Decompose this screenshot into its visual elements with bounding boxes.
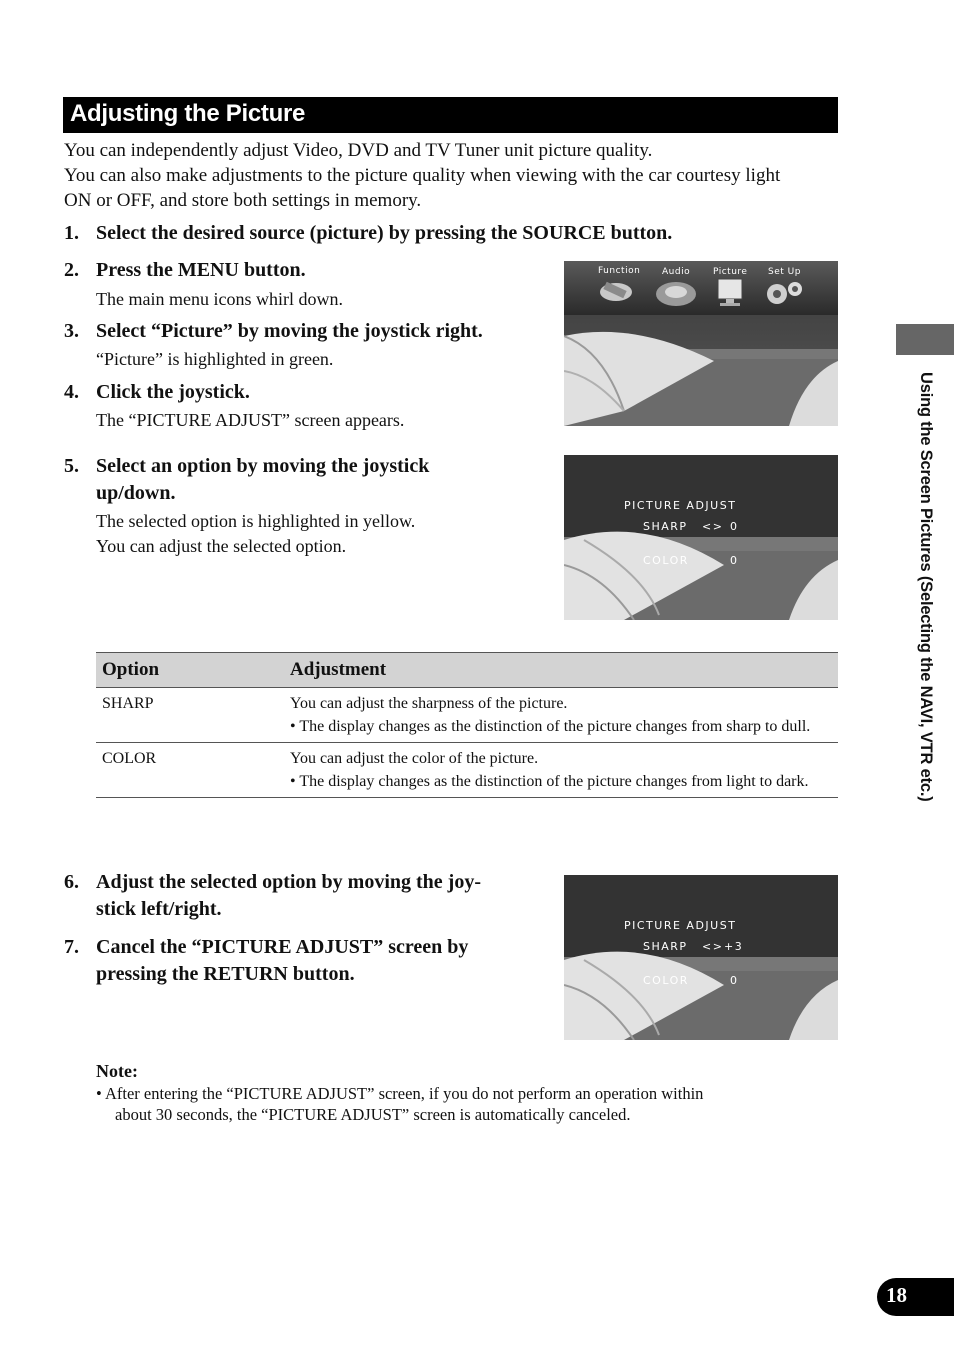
osd-sharp-value: +3 bbox=[724, 940, 744, 953]
osd-color-value: 0 bbox=[730, 974, 739, 987]
table-header-adjustment: Adjustment bbox=[284, 653, 838, 688]
main-menu-screenshot bbox=[564, 261, 838, 426]
step-7-text-line-1: Cancel the “PICTURE ADJUST” screen by bbox=[96, 936, 469, 958]
page-number: 18 bbox=[886, 1283, 907, 1307]
adjustment-cell bbox=[284, 743, 838, 798]
audio-icon bbox=[656, 282, 696, 306]
osd-color-label: COLOR bbox=[643, 554, 689, 567]
adjustment-bullet: • The display changes as the distinction of the picture changes from sharp to dull. bbox=[290, 718, 811, 735]
note-line-2: about 30 seconds, the “PICTURE ADJUST” screen is automatically canceled. bbox=[115, 1105, 631, 1124]
osd-color-value: 0 bbox=[730, 554, 739, 567]
menu-item-function: Function bbox=[598, 266, 641, 276]
osd-sharp-value: 0 bbox=[730, 520, 739, 533]
note-label: Note: bbox=[96, 1061, 138, 1081]
side-tab-marker bbox=[896, 324, 954, 355]
step-5-text-line-2: up/down. bbox=[96, 482, 176, 504]
step-6-text-line-1: Adjust the selected option by moving the joy- bbox=[96, 871, 481, 893]
step-3-note: “Picture” is highlighted in green. bbox=[96, 349, 334, 369]
step-4-note: The “PICTURE ADJUST” screen appears. bbox=[96, 410, 405, 430]
step-5-note-1: The selected option is highlighted in yellow. bbox=[96, 511, 416, 531]
osd-sharp-label: SHARP bbox=[643, 520, 688, 533]
step-4: 4. Click the joystick. bbox=[64, 379, 544, 407]
osd-color-label: COLOR bbox=[643, 974, 689, 987]
side-section-title: Using the Screen Pictures (Selecting the NAVI, VTR etc.) bbox=[917, 372, 935, 802]
step-3: 3. Select “Picture” by moving the joystick right. bbox=[64, 318, 544, 346]
osd-title: PICTURE ADJUST bbox=[624, 919, 737, 932]
step-1: 1. Select the desired source (picture) by pressing the SOURCE button. bbox=[64, 220, 824, 248]
menu-item-setup: Set Up bbox=[768, 267, 801, 277]
option-cell: SHARP bbox=[96, 688, 284, 743]
step-2-note: The main menu icons whirl down. bbox=[96, 289, 343, 309]
intro-line-3: ON or OFF, and store both settings in memory. bbox=[64, 190, 422, 211]
osd-sharp-label: SHARP bbox=[643, 940, 688, 953]
picture-adjust-screenshot-1 bbox=[564, 455, 838, 620]
step-6-text-line-2: stick left/right. bbox=[96, 898, 222, 920]
step-4-text: Click the joystick. bbox=[96, 381, 250, 403]
menu-item-picture: Picture bbox=[713, 267, 748, 277]
intro-line-2: You can also make adjustments to the picture quality when viewing with the car courtesy light bbox=[64, 165, 781, 186]
step-2: 2. Press the MENU button. bbox=[64, 257, 544, 285]
osd-sharp-arrows: <> bbox=[702, 940, 724, 953]
table-header-row bbox=[96, 653, 838, 688]
table-row bbox=[96, 688, 838, 743]
step-3-text: Select “Picture” by moving the joystick right. bbox=[96, 320, 483, 342]
table-header-option: Option bbox=[96, 653, 284, 688]
intro-line-1: You can independently adjust Video, DVD and TV Tuner unit picture quality. bbox=[64, 140, 653, 161]
step-5: 5. Select an option by moving the joystick up/down. bbox=[64, 453, 544, 509]
menu-item-audio: Audio bbox=[662, 267, 691, 277]
table-row bbox=[96, 743, 838, 798]
adjustment-desc: You can adjust the color of the picture. bbox=[290, 750, 539, 767]
step-1-text: Select the desired source (picture) by pressing the SOURCE button. bbox=[96, 222, 673, 244]
adjustment-desc: You can adjust the sharpness of the picture. bbox=[290, 695, 568, 712]
osd-title: PICTURE ADJUST bbox=[624, 499, 737, 512]
step-7: 7. Cancel the “PICTURE ADJUST” screen by pressing the RETURN button. bbox=[64, 934, 544, 990]
step-7-text-line-2: pressing the RETURN button. bbox=[96, 963, 355, 985]
page-number-badge bbox=[877, 1278, 954, 1316]
options-table bbox=[96, 652, 838, 798]
note-line-1: • After entering the “PICTURE ADJUST” screen, if you do not perform an operation within bbox=[96, 1084, 704, 1103]
option-cell: COLOR bbox=[96, 743, 284, 798]
step-6: 6. Adjust the selected option by moving the joy- stick left/right. bbox=[64, 869, 544, 925]
osd-sharp-arrows: <> bbox=[702, 520, 724, 533]
step-5-note-2: You can adjust the selected option. bbox=[96, 536, 347, 556]
adjustment-cell bbox=[284, 688, 838, 743]
adjustment-bullet: • The display changes as the distinction of the picture changes from light to dark. bbox=[290, 773, 809, 790]
step-5-text-line-1: Select an option by moving the joystick bbox=[96, 455, 430, 477]
picture-adjust-screenshot-2 bbox=[564, 875, 838, 1040]
step-2-text: Press the MENU button. bbox=[96, 259, 306, 281]
section-title: Adjusting the Picture bbox=[70, 100, 306, 127]
